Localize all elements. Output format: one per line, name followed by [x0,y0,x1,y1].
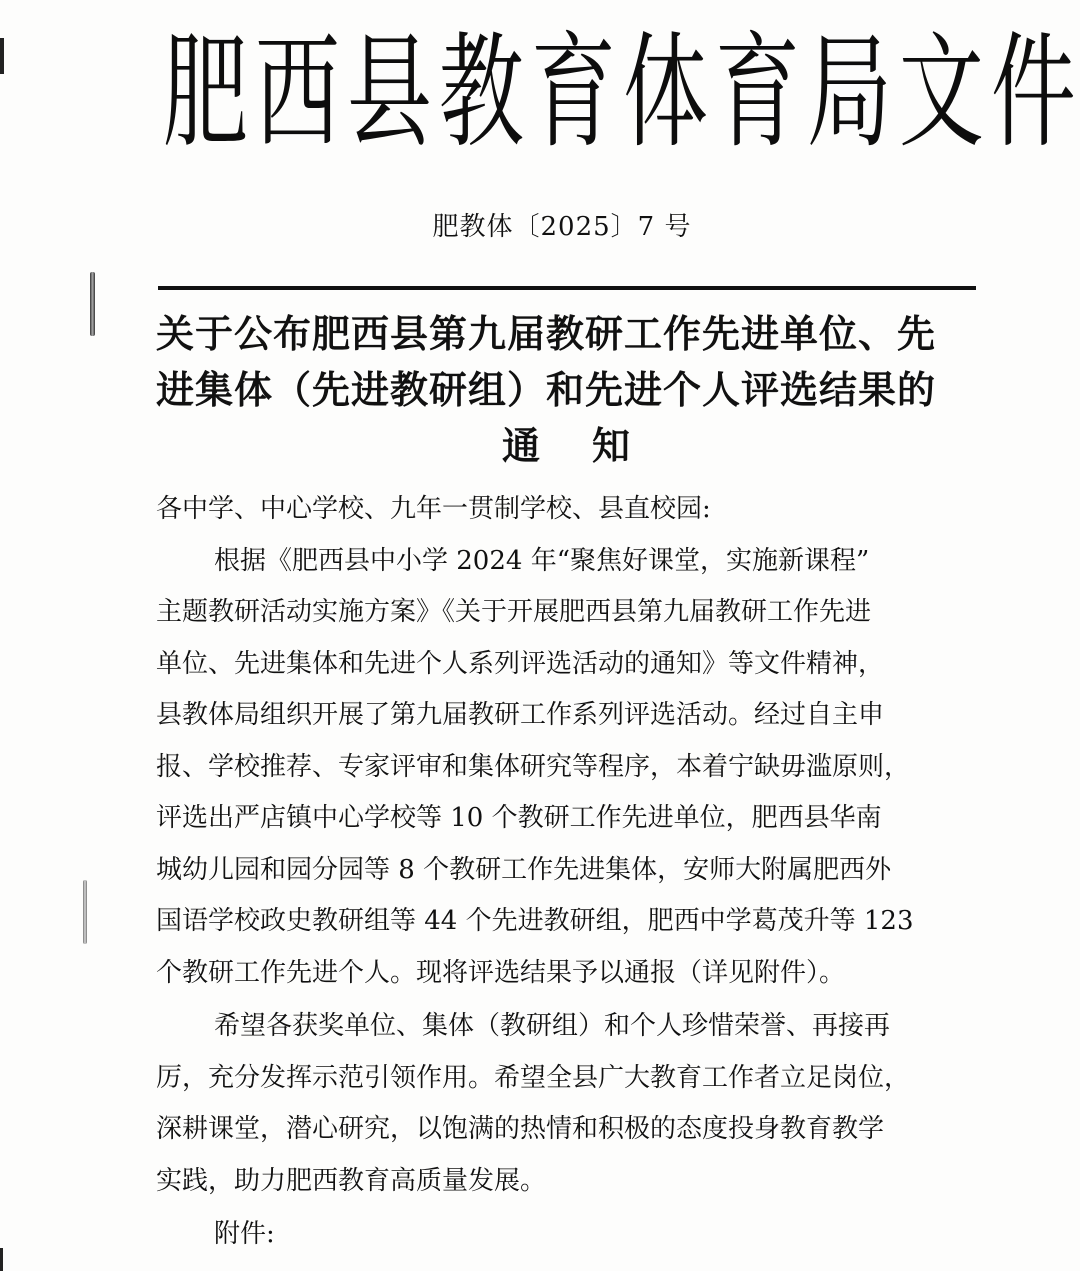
paragraph-line: 主题教研活动实施方案》《关于开展肥西县第九届教研工作先进 [156,597,872,627]
paragraph-line: 希望各获奖单位、集体（教研组）和个人珍惜荣誉、再接再 [214,1011,891,1041]
scan-edge-mark [0,38,4,74]
issuer-header-char: 局 [806,19,892,165]
paragraph-line: 城幼儿园和园分园等 8 个教研工作先进集体，安师大附属肥西外 [156,854,892,885]
paragraph-line: 个教研工作先进个人。现将评选结果予以通报（详见附件）。 [156,957,846,988]
issuer-header-char: 县 [346,19,432,165]
paragraph-line: 单位、先进集体和先进个人系列评选活动的通知》等文件精神， [156,648,885,679]
paragraph-line: 评选出严店镇中心学校等 10 个教研工作先进单位，肥西县华南 [156,803,882,833]
attachment-label: 附件: [214,1219,275,1249]
document-body [156,484,986,1261]
binding-mark [90,272,95,336]
issuer-header-char: 肥 [162,19,248,165]
paragraph-line: 厉，充分发挥示范引领作用。希望全县广大教育工作者立足岗位， [156,1062,911,1093]
paragraph-line: 根据《肥西县中小学 2024 年“聚焦好课堂，实施新课程” [214,545,870,576]
issuer-header-char: 教 [438,19,524,165]
title-line-2: 进集体（先进教研组）和先进个人评选结果的 [156,368,937,412]
issuer-header-char: 文 [898,19,984,165]
header-divider [158,286,976,290]
document-title [156,306,976,474]
document-number: 肥教体〔2025〕7 号 [432,212,692,242]
title-word: 通 [501,424,540,468]
addressee: 各中学、中心学校、九年一贯制学校、县直校园: [156,494,711,524]
title-line-1: 关于公布肥西县第九届教研工作先进单位、先 [156,312,937,356]
issuer-header-char: 件 [990,19,1076,165]
scan-edge-mark [0,1248,3,1271]
paragraph-line: 国语学校政史教研组等 44 个先进教研组，肥西中学葛茂升等 123 [156,906,914,936]
issuer-header-char: 育 [714,19,800,165]
issuer-header-char: 体 [622,19,708,165]
issuer-header-char: 西 [254,19,340,165]
issuer-header-char: 育 [530,19,616,165]
paragraph-line: 报、学校推荐、专家评审和集体研究等程序，本着宁缺毋滥原则， [156,751,911,782]
title-line-3 [156,418,976,474]
paragraph-line: 县教体局组织开展了第九届教研工作系列评选活动。经过自主申 [156,700,885,730]
title-word: 知 [592,424,631,468]
paragraph-line: 深耕课堂，潜心研究，以饱满的热情和积极的态度投身教育教学 [156,1114,885,1144]
issuer-header [150,19,1076,165]
binding-mark [83,880,87,944]
paragraph-line: 实践，助力肥西教育高质量发展。 [156,1165,547,1196]
